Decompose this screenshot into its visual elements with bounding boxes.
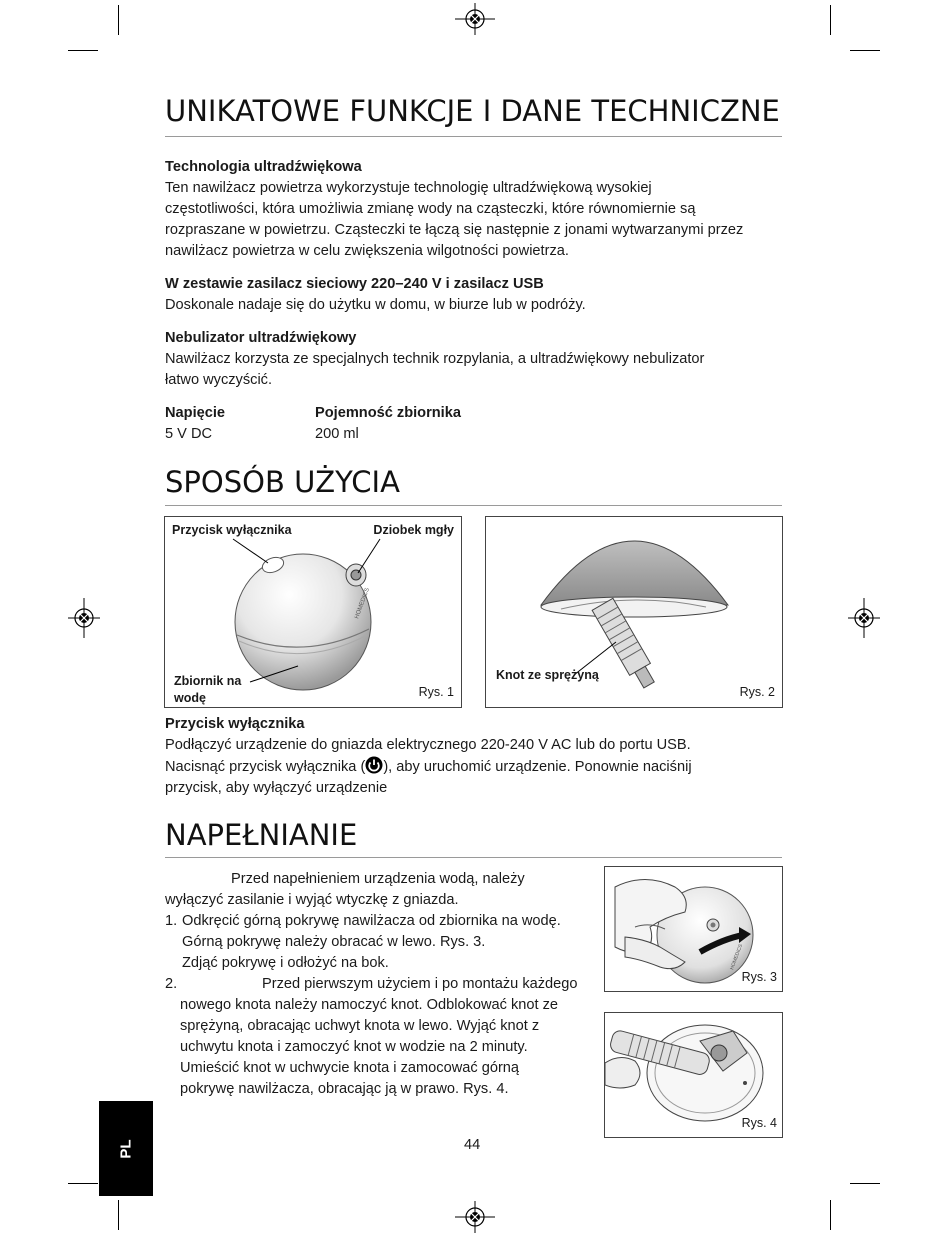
text-segment: Nacisnąć przycisk wyłącznika ( <box>165 759 366 775</box>
text-segment: ), aby uruchomić urządzenie. Ponownie naciśnij <box>383 759 692 775</box>
block-line-with-icon <box>165 756 785 778</box>
spec-label: Pojemność zbiornika <box>315 405 461 421</box>
section-title-usage: SPOSÓB UŻYCIA <box>165 465 400 499</box>
figure-4 <box>604 1012 783 1138</box>
block-line: Ten nawilżacz powietrza wykorzystuje technologię ultradźwiękową wysokiej <box>165 180 652 196</box>
block-line: Podłączyć urządzenie do gniazda elektrycznego 220-240 V AC lub do portu USB. <box>165 737 691 753</box>
figure-2 <box>485 516 783 708</box>
block-line: częstotliwości, która umożliwia zmianę wody na cząsteczki, które równomiernie są <box>165 201 696 217</box>
filling-intro-line: wyłączyć zasilanie i wyjąć wtyczkę z gniazda. <box>165 892 459 908</box>
registration-mark-left <box>68 598 100 638</box>
language-tab <box>99 1101 153 1196</box>
step-2-line: nowego knota należy namoczyć knot. Odblokować knot ze <box>180 997 559 1013</box>
block-line: Nawilżacz korzysta ze specjalnych technik rozpylania, a ultradźwiękowy nebulizator <box>165 351 705 367</box>
figure-caption: Rys. 1 <box>418 685 454 699</box>
power-button-instructions <box>165 714 785 799</box>
spec-label: Napięcie <box>165 405 226 421</box>
step-1-line: Zdjąć pokrywę i odłożyć na bok. <box>182 955 389 971</box>
page-number: 44 <box>464 1137 481 1153</box>
spec-value: 5 V DC <box>165 426 213 442</box>
step-number: 1. <box>165 913 178 929</box>
label-power-button: Przycisk wyłącznika <box>172 523 292 537</box>
spec-capacity <box>315 403 565 445</box>
step-2-line: pokrywę nawilżacza, obracając ją w prawo. Rys. 4. <box>180 1081 509 1097</box>
power-icon <box>365 756 383 774</box>
language-tab-label: PL <box>117 1138 135 1159</box>
block-heading: Przycisk wyłącznika <box>165 716 305 732</box>
figure-caption: Rys. 4 <box>741 1116 777 1130</box>
label-water-tank <box>174 673 241 707</box>
step-2-line: Umieścić knot w uchwycie knota i zamocować górną <box>180 1060 520 1076</box>
step-2-line: Przed pierwszym użyciem i po montażu każdego <box>262 976 578 992</box>
features-block-ultrasonic <box>165 157 785 262</box>
label-line: wodę <box>174 691 206 705</box>
block-line: łatwo wyczyścić. <box>165 372 273 388</box>
section-title-filling: NAPEŁNIANIE <box>165 818 358 852</box>
block-line: Doskonale nadaje się do użytku w domu, w biurze lub w podróży. <box>165 297 586 313</box>
spec-value: 200 ml <box>315 426 359 442</box>
registration-mark-bottom <box>455 1201 495 1233</box>
step-1-line: Odkręcić górną pokrywę nawilżacza od zbiornika na wodę. <box>182 913 561 929</box>
filling-intro-line: Przed napełnieniem urządzenia wodą, należy <box>231 871 525 887</box>
step-1-line: Górną pokrywę należy obracać w lewo. Rys. 3. <box>182 934 486 950</box>
figure-1 <box>164 516 462 708</box>
section-rule <box>165 857 782 858</box>
label-mist-nozzle: Dziobek mgły <box>373 523 454 537</box>
section-rule <box>165 136 782 137</box>
registration-mark-top <box>455 3 495 35</box>
block-line: rozpraszane w powietrzu. Cząsteczki te łączą się następnie z jonami wytwarzanymi przez <box>165 222 744 238</box>
block-heading: Nebulizator ultradźwiękowy <box>165 330 357 346</box>
label-line: Zbiornik na <box>174 674 242 688</box>
svg-text:HOMEDICS: HOMEDICS <box>354 587 371 620</box>
spec-voltage <box>165 403 315 445</box>
block-heading: W zestawie zasilacz sieciowy 220–240 V i zasilacz USB <box>165 276 544 292</box>
block-heading: Technologia ultradźwiękowa <box>165 159 362 175</box>
registration-mark-right <box>848 598 880 638</box>
figure-caption: Rys. 3 <box>741 970 777 984</box>
section-rule <box>165 505 782 506</box>
step-number: 2. <box>165 976 178 992</box>
svg-text:HOMEDICS: HOMEDICS <box>729 943 745 971</box>
features-block-adapter <box>165 274 785 316</box>
figure-caption: Rys. 2 <box>739 685 775 699</box>
label-wick-spring: Knot ze sprężyną <box>496 668 599 682</box>
section-title-features: UNIKATOWE FUNKCJE I DANE TECHNICZNE <box>165 94 780 128</box>
features-block-nebulizer <box>165 328 785 391</box>
block-line: nawilżacz powietrza w celu zwiększenia wilgotności powietrza. <box>165 243 569 259</box>
figure-3 <box>604 866 783 992</box>
block-line: przycisk, aby wyłączyć urządzenie <box>165 780 388 796</box>
step-2-line: uchwytu knota i zamoczyć knot w wodzie na 2 minuty. <box>180 1039 528 1055</box>
step-2-line: sprężyną, obracając uchwyt knota w lewo. Wyjąć knot z <box>180 1018 540 1034</box>
